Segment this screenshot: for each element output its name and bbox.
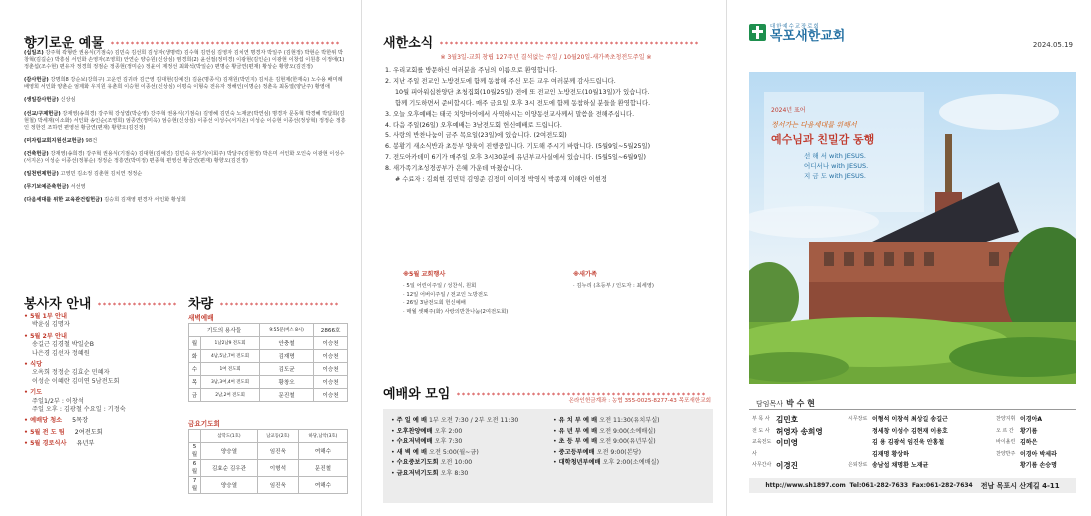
volunteer-group xyxy=(24,313,179,330)
offering-column xyxy=(0,0,362,516)
offering-group-names: 신상심 xyxy=(60,97,76,104)
table-cell: 5월 xyxy=(189,443,201,460)
staff-row xyxy=(752,460,847,472)
svg-text:예수님과 친밀감 동행: 예수님과 친밀감 동행 xyxy=(771,133,875,146)
volunteer-role: • 5월 전 도 팀 xyxy=(24,429,65,436)
staff-role: 전 도 사 xyxy=(752,427,770,434)
staff-role: 바이올린 xyxy=(996,439,1016,446)
table-row xyxy=(189,477,348,494)
staff-name: 이미영 xyxy=(776,438,799,448)
service-name: 새 벽 예 배 xyxy=(396,448,427,456)
staff-role: 찬양지휘 xyxy=(996,416,1016,422)
table-cell: 이형석 xyxy=(257,460,298,477)
news-item: 8. 새가족기초성경공부가 은혜 가운데 마쳤습니다. xyxy=(385,165,523,173)
volunteer-names: 나은경 김선자 정혜원 xyxy=(32,349,90,357)
website-link[interactable]: http://www.sh1897.com xyxy=(765,482,846,489)
offering-group xyxy=(24,151,346,165)
staff-row xyxy=(996,449,1076,461)
table-row xyxy=(189,430,348,443)
staff-ministers xyxy=(752,414,847,472)
staff-name: 이경아 박세라 xyxy=(1020,450,1057,458)
volunteer-group xyxy=(24,333,179,358)
table-cell: 이승천 xyxy=(314,337,348,350)
volunteer-list xyxy=(24,313,179,452)
monthly-events xyxy=(403,271,573,317)
staff-elders: 시무장로 이형석 이창석 최상길 송길근 정세창 이성수 김현재 이용호 김 용 김광석 임진욱 안홍철 김재명 황상하 은퇴장로 송남섭 채명환 노재균 xyxy=(848,416,948,470)
staff-row xyxy=(996,460,1076,472)
staff-row xyxy=(996,414,1076,426)
service-name: 초 등 부 예 배 xyxy=(558,438,598,445)
bulletin-date: 2024.05.19 xyxy=(1032,41,1073,49)
volunteer-names: 5목장 xyxy=(72,417,89,425)
volunteer-names: 주일1/2부 : 이창석 xyxy=(32,397,84,405)
table-cell: 임진욱 xyxy=(257,477,298,494)
staff-role: 교육전도사 xyxy=(752,439,772,457)
staff-row xyxy=(996,437,1076,449)
staff-row xyxy=(752,414,847,426)
dotted-divider xyxy=(439,40,699,46)
table-row xyxy=(189,337,348,350)
service-name: 오후찬양예배 xyxy=(396,427,433,435)
dotted-divider xyxy=(110,40,340,46)
table-row xyxy=(189,350,348,363)
car-title: 차량 xyxy=(188,293,339,312)
news-item: 1. 우리교회를 방문하신 여러분을 주님의 이름으로 환영합니다. xyxy=(385,67,558,74)
service-name: 중고등부예배 xyxy=(558,448,595,456)
news-item: 5. 사랑의 반찬나눔이 금주 목요일(23일)에 있습니다. (2여전도회) xyxy=(385,132,567,140)
service-time: 오전 10:00 xyxy=(440,459,473,466)
dawn-service-subtitle: 새벽예배 xyxy=(188,314,214,322)
offering-group xyxy=(24,184,346,191)
new-family-item: · 김누리 (초등부 / 인도자 : 최세영) xyxy=(573,282,654,289)
offering-group xyxy=(24,171,346,178)
staff-row xyxy=(996,426,1076,438)
volunteer-names: 이성순 이혜란 김미연 5남전도회 xyxy=(32,377,120,385)
staff-role: 사무간사 xyxy=(752,462,772,469)
staff-role: 오 르 간 xyxy=(996,427,1014,434)
cross-icon xyxy=(749,24,766,41)
online-offering-account: 온라인헌금계좌 : 농협 355-0025-8277-43 목포새한교회 xyxy=(568,398,711,404)
offering-group-names: 김승희 김재영 편경자 서인화 황성희 xyxy=(104,197,186,204)
staff-role: 찬양반주 xyxy=(996,450,1016,457)
staff-divider xyxy=(749,409,1076,410)
table-cell: 수 xyxy=(189,363,201,376)
dotted-divider xyxy=(97,301,177,307)
table-cell: 여해수 xyxy=(298,477,347,494)
svg-text:정서가는 다음세대를 위해서: 정서가는 다음세대를 위해서 xyxy=(771,121,857,129)
svg-text:어디서나 with JESUS.: 어디서나 with JESUS. xyxy=(804,162,869,170)
table-cell: 6월 xyxy=(189,460,201,477)
table-cell: 화 xyxy=(189,350,201,363)
service-name: 유 년 부 예 배 xyxy=(558,427,598,435)
service-row: • 중고등부예배 오전 9:00(본당) xyxy=(553,448,642,456)
offering-group-names: 강재영(송희경) 강주혁 강성엽(박순영) 강주혁 권용식(기점숙) 김영혜 김민숙 노재균(박연심) 명경자 문동혁 박경혜 박달희(김현철) 박세재(이소화) 서인화 송인순(조영희) 엄종연(정미옥) 엄승현(신상심) 이종선 이성수(서지온) 이성순 이승현 이종선(정상혁) 정정순 정흥인 정한진 조하연 편영선 황금연(편재) 황향오(김진정) xyxy=(24,110,346,131)
offering-group-title: (선교/구제헌금) xyxy=(24,110,61,117)
table-cell: 김도균 xyxy=(260,363,314,376)
church-logo: 대한예수교장로회 목포새한교회 xyxy=(749,22,845,43)
table-cell: 여해수 xyxy=(298,443,347,460)
service-row: • 유 년 부 예 배 오전 9:00(소예배실) xyxy=(553,427,656,435)
offering-group-names: 강명희8 강순보(강희구) 고운연 김귀라 김근영 김대현(김예진) 김윤(명종식) 김재원(박민지) 김치운 김현제(한재숙) 노수용 배미례 배영희 서인화 양춘순 엄제화 우지원 유춘희 이승현 이종선(신상심) 이평숙 이형숙 전유자 정해인(이명순) 정춘옥 최동열(양난주) 황영애 xyxy=(24,77,343,91)
service-time: 1부 오전 7:30 / 2부 오전 11:30 xyxy=(428,417,519,424)
table-cell: 양승열 xyxy=(201,477,258,494)
news-item: 4. 다음 주일(26일) 오후예배는 3남전도회 헌신예배로 드립니다. xyxy=(385,121,562,129)
volunteer-names: 유년부 xyxy=(76,440,95,448)
table-cell: 임진욱 xyxy=(257,443,298,460)
staff-name: 김민호 xyxy=(776,415,799,424)
volunteer-group xyxy=(24,429,179,437)
table-cell: 이승천 xyxy=(314,376,348,389)
meeting-title: 예배와 모임 xyxy=(383,383,706,402)
staff-role xyxy=(996,460,1020,472)
service-name: 수요저녁예배 xyxy=(396,438,433,445)
volunteer-row xyxy=(24,429,179,437)
dawn-car-table xyxy=(188,323,348,402)
table-row xyxy=(189,376,348,389)
worship-title: 향기로운 예물 xyxy=(24,32,340,51)
offering-group-title: (무기보예준축헌금) xyxy=(24,184,69,191)
meeting-schedule-box xyxy=(383,409,713,503)
volunteer-group xyxy=(24,389,179,414)
news-column xyxy=(363,0,727,516)
news-item: 6. 봉황기 새소식반과 초등부 양육이 진행중입니다. 기도해 주시기 바랍니다. (5월9일~5월25일) xyxy=(385,143,651,151)
service-row: • 유 치 부 예 배 오전 11:30(유치부실) xyxy=(553,417,660,424)
table-cell: 문진철 xyxy=(260,389,314,402)
staff-name: 허영자 송희영 xyxy=(776,426,823,436)
table-row xyxy=(189,324,348,337)
table-cell: 목 xyxy=(189,376,201,389)
staff-name: 김하은 xyxy=(1020,439,1038,447)
news-item: 7. 전도아카데미 6기가 매주일 오후 3시30분에 유년부교사실에서 있습니다. (5월5일~6월9일) xyxy=(385,154,646,162)
table-cell: 황창오 xyxy=(260,376,314,389)
service-name: 유 치 부 예 배 xyxy=(558,417,598,424)
table-cell: 기도의 용사들 xyxy=(189,324,260,337)
volunteer-names: 오옥희 정정순 김효순 민혜자 xyxy=(32,369,110,377)
table-cell: 이승천 xyxy=(314,350,348,363)
offering-group-title: (미자립교회지원선교헌금) xyxy=(24,137,84,144)
event-item: · 12일 어버이주일 / 전교인 노방전도 xyxy=(403,291,489,298)
service-name: 대학청년부예배 xyxy=(558,459,601,466)
service-name: 주 일 예 배 xyxy=(396,417,427,424)
service-row: • 금요저녁기도회 오후 8:30 xyxy=(391,469,469,477)
table-cell: 4남,5남,7여 전도회 xyxy=(201,350,260,363)
dotted-divider xyxy=(219,301,339,307)
cover-column xyxy=(728,0,1091,516)
news-item: # 수료자 : 김희현 김민덕 김영준 김정미 이미정 박영식 박종재 이해란 이현정 xyxy=(395,176,607,184)
offering-group xyxy=(24,111,346,132)
friday-car-table xyxy=(188,429,348,494)
offering-group-names: 98건 xyxy=(85,137,98,144)
event-item: · 5일 어린이주일 / 성찬식, 원회 xyxy=(403,282,477,289)
table-cell: 금 xyxy=(189,389,201,402)
table-cell: 문진철 xyxy=(298,460,347,477)
table-cell: 안충철 xyxy=(260,337,314,350)
service-row: • 새 벽 예 배 오전 5:00(월~금) xyxy=(391,448,479,456)
church-name: 목포새한교회 xyxy=(770,29,846,44)
table-cell: 월 xyxy=(189,337,201,350)
volunteer-row xyxy=(24,417,179,425)
service-time: 오후 8:30 xyxy=(440,469,469,477)
news-item: 2. 지난 주일 전교인 노방전도에 함께 동참해 주신 모든 교우 여러분께 감사드립니다. xyxy=(385,77,616,85)
table-cell: 3남,3여,4여 전도회 xyxy=(201,376,260,389)
service-row: • 수요중보기도회 오전 10:00 xyxy=(391,459,473,466)
offering-group-names: 강재영(송희경) 강주혁 권용식(기점숙) 김대현(김예진) 김민숙 유정기(이회주) 박달주(김현정) 박은미 서인화 오인숙 이광현 이성수(서지온) 이성순 이종선(정봉순) 정정순 정흥연(박미정) 편종혁 편영선 황금연(편재) 황향오(김진정) xyxy=(24,150,345,165)
volunteer-role: • 5월 1부 안내 xyxy=(24,313,179,321)
service-time: 오후 2:00(소예배실) xyxy=(602,459,659,466)
volunteer-title: 봉사자 안내 xyxy=(24,293,177,312)
table-cell: 2남,2여 전도회 xyxy=(201,389,260,402)
service-time: 오전 9:00(본당) xyxy=(596,448,642,456)
volunteer-names: 송길근 김경철 박일순B xyxy=(32,341,94,349)
offering-group-title: (감사헌금) xyxy=(24,77,49,84)
offering-group-names: 강주혁 곽형란 권용식(기점숙) 김민숙 김선희 김성자(생명력) 김수혁 김연심 김영자 김치연 명경자 박일주 (김현정) 박현순 박한위 박창혁(김길순) 박흥심 서인화 손영자(조영희) 안연순 양승원(신상심) 염경희(2) 윤선절(정미경) 이광현(김인순) 이광현 이창섭 이원흥 이정애(1) 정춘섭(조수현) 편유자 정경희 정점순 정종현(정미순) 정윤이 제정선 최화석(박일순) 편명순 황금연(편재) 황상순 황향오(김진정) xyxy=(24,50,345,71)
service-row: • 주 일 예 배 1부 오전 7:30 / 2부 오전 11:30 xyxy=(391,417,519,424)
table-cell: 9:55분(버스 8시) xyxy=(260,324,314,337)
offering-group xyxy=(24,77,346,91)
table-cell: 양승열 xyxy=(201,443,258,460)
volunteer-names: 박윤심 김명자 xyxy=(32,321,70,329)
news-banner: ※ 3월3일-교회 창립 127주년 결석없는 주일 / 10월20일-새가족초청전도주일 ※ xyxy=(440,54,652,61)
volunteer-role: • 기도 xyxy=(24,389,179,397)
volunteer-role: • 예배당 청소 xyxy=(24,417,62,424)
volunteer-role: • 5월 경로식사 xyxy=(24,440,66,447)
table-cell: 이승천 xyxy=(314,363,348,376)
service-row: • 오후찬양예배 오후 2:00 xyxy=(391,427,463,435)
staff-role: 부 목 사 xyxy=(752,416,770,422)
phone-number: Tel:061-282-7633 xyxy=(849,482,909,489)
event-item: · 매월 셋째주(화) 사랑의반찬나눔(2여전도회) xyxy=(403,309,509,316)
service-time: 오전 5:00(월~금) xyxy=(428,448,479,456)
staff-row xyxy=(752,426,847,438)
svg-text:2024년 표어: 2024년 표어 xyxy=(771,107,806,114)
volunteer-group xyxy=(24,361,179,386)
new-family xyxy=(573,271,713,291)
staff-name: 이경진 xyxy=(776,461,799,471)
staff-row xyxy=(752,437,847,460)
staff-music xyxy=(996,414,1076,472)
event-item: · 26일 3남전도회 헌신예배 xyxy=(403,300,466,307)
offering-group-names: 서선영 xyxy=(70,184,86,191)
staff-name: 이경아A xyxy=(1020,416,1043,423)
table-cell: 삼학도(1호) xyxy=(201,430,258,443)
service-time: 오전 11:30(유치부실) xyxy=(599,417,660,424)
staff-name: 황기름 손승명 xyxy=(1020,462,1057,470)
new-family-title: ※새가족 xyxy=(573,271,597,278)
service-time: 오전 9:00(유년부실) xyxy=(599,438,656,445)
news-list xyxy=(385,66,715,186)
table-row xyxy=(189,363,348,376)
church-footer xyxy=(749,478,1076,493)
offering-group-title: (다음세대를 위한 교육관건립헌금) xyxy=(24,197,103,204)
table-cell: 7월 xyxy=(189,477,201,494)
offering-group xyxy=(24,50,346,71)
volunteer-group xyxy=(24,417,179,425)
table-cell: 하당,남악(3호) xyxy=(298,430,347,443)
offering-list xyxy=(24,50,346,210)
offering-group-title: (건축헌금) xyxy=(24,150,49,157)
staff-name: 황기름 xyxy=(1020,427,1038,435)
service-row: • 초 등 부 예 배 오전 9:00(유년부실) xyxy=(553,438,656,445)
offering-group-title: (생일감사헌금) xyxy=(24,97,59,104)
table-cell: 1여 전도회 xyxy=(201,363,260,376)
volunteer-role: • 식당 xyxy=(24,361,179,369)
offering-group-names: 고영민 김소정 김춘현 김치연 정정순 xyxy=(60,171,143,178)
offering-group xyxy=(24,197,346,204)
table-cell: 1남2남9 전도회 xyxy=(201,337,260,350)
svg-text:지 금 도 with JESUS.: 지 금 도 with JESUS. xyxy=(804,172,866,180)
service-name: 수요중보기도회 xyxy=(396,459,439,466)
table-cell: 김효순 김우관 xyxy=(201,460,258,477)
table-cell: 김재명 xyxy=(260,350,314,363)
church-address: 전남 목포시 산계길 4-11 xyxy=(980,481,1060,490)
svg-text:선 해 서 with JESUS.: 선 해 서 with JESUS. xyxy=(804,152,866,160)
news-item: 함께 기도하면서 준비합시다. 매주 금요일 오후 3시 전도에 함께 동참하실 분들을 환영합니다. xyxy=(395,99,651,107)
table-cell xyxy=(189,430,201,443)
table-cell: 이승천 xyxy=(314,389,348,402)
news-title: 새한소식 xyxy=(383,32,699,51)
news-item: 10월 피아워십찬양단 초청집회(10월25일) 전에 또 전교인 노방전도(10월13일)가 있습니다. xyxy=(395,88,650,96)
service-time: 오후 2:00 xyxy=(434,427,463,435)
volunteer-row xyxy=(24,440,179,448)
volunteer-names: 주일 오후 : 김광철 수요일 : 기정숙 xyxy=(32,406,126,414)
table-cell: 2866호 xyxy=(314,324,348,337)
fax-number: Fax:061-282-7634 xyxy=(911,482,973,489)
service-time: 오후 7:30 xyxy=(434,438,463,445)
offering-group xyxy=(24,97,346,104)
news-item: 3. 오늘 오후예배는 태국 치앙마이에서 사역하시는 이양동선교사께서 말씀을 전해주십니다. xyxy=(385,110,635,118)
table-cell: 남교동(2호) xyxy=(257,430,298,443)
offering-group-title: (일천번제헌금) xyxy=(24,171,59,178)
volunteer-names: 2여전도회 xyxy=(74,428,103,436)
service-time: 오전 9:00(소예배실) xyxy=(599,427,656,435)
offering-group-title: (십일조) xyxy=(24,50,44,56)
offering-group xyxy=(24,138,346,145)
table-row xyxy=(189,460,348,477)
church-photo xyxy=(749,72,1076,384)
senior-pastor: 담임목사 박 수 현 xyxy=(756,399,815,408)
friday-prayer-subtitle: 금요기도회 xyxy=(188,420,220,428)
volunteer-role: • 5월 2부 안내 xyxy=(24,333,179,341)
table-row xyxy=(189,389,348,402)
service-row: • 대학청년부예배 오후 2:00(소예배실) xyxy=(553,459,659,466)
service-row: • 수요저녁예배 오후 7:30 xyxy=(391,438,463,445)
monthly-events-title: ※5월 교회행사 xyxy=(403,271,446,278)
volunteer-group xyxy=(24,440,179,448)
table-row xyxy=(189,443,348,460)
service-name: 금요저녁기도회 xyxy=(396,469,439,477)
